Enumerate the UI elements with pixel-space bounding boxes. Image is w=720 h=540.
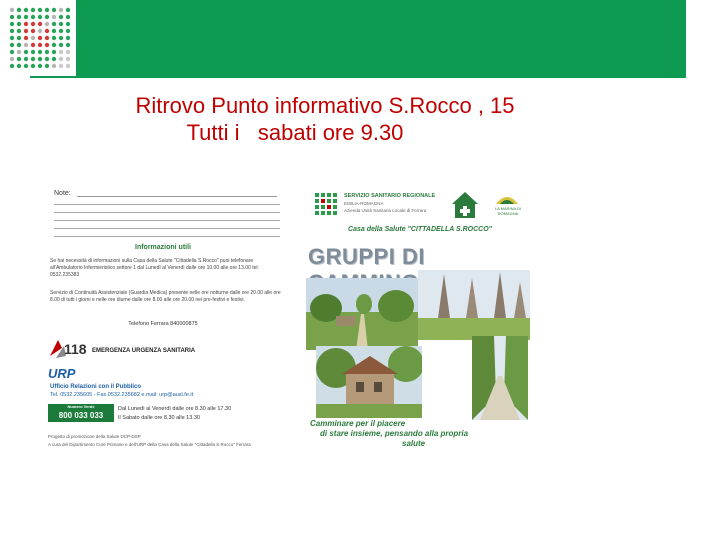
logo-dot [52,22,56,26]
logo-dot [59,15,63,19]
logo-dot [52,50,56,54]
logo-dot [52,64,56,68]
logo-dot [38,43,42,47]
logo-dot [10,8,14,12]
logo-dot [38,8,42,12]
walking-groups-poster [306,186,534,466]
info-paragraph-2: Servizio di Continuità Assistenziale (Guardia Medica) presente nelle ore notturne dalle ore 20.00 alle ore 8.00 di tutti i giorni e nelle ore diurne dalle ore 8.00 alle ore 20.00 nei pre-festivi e festivi. [50,290,281,303]
logo-dot [24,22,28,26]
logo-dot [52,8,56,12]
info-title: Informazioni utili [135,244,191,251]
logo-dot [10,29,14,33]
motto-line-2: di stare insieme, pensando alla propria [320,429,469,438]
logo-dot [10,64,14,68]
logo-dot [31,64,35,68]
logo-dot [38,64,42,68]
logo-dot [38,57,42,61]
logo-dot [17,64,21,68]
logo-dot [24,50,28,54]
green-number-caption: Numero Verde [67,404,95,409]
logo-dot [10,50,14,54]
note-rule [54,220,280,221]
logo-dot [10,57,14,61]
title-line-2: Tutti i sabati ore 9.30 [186,120,404,145]
logo-dot [52,57,56,61]
park-path-photo [306,278,418,350]
logo-dot [17,22,21,26]
logo-dot [38,36,42,40]
logo-dot [66,57,70,61]
green-number-badge [48,404,114,422]
leaflet-footer-2: A cura del Dipartimento Cure Primarie e dell'URP della Casa della Salute "Cittadella S.Rocco" Ferrara [48,442,251,447]
logo-dot [66,29,70,33]
motto-line-1: Camminare per il piacere [310,419,406,428]
phone-number: Telefono Ferrara 840000875 [128,321,198,327]
logo-dot [31,15,35,19]
logo-dot [59,43,63,47]
green-number: 800 033 033 [58,411,104,420]
logo-dot [59,64,63,68]
logo-dot [52,15,56,19]
avenue-photo [472,336,528,420]
logo-dot [17,36,21,40]
urp-label: Ufficio Relazioni con il Pubblico [50,384,142,390]
office-hours-saturday: Il Sabato dalle ore 8.30 alle 13.30 [118,415,200,421]
logo-dot [38,22,42,26]
logo-dot [31,29,35,33]
urp-contacts: Tel. 0532.235605 - Fax 0532.235682 e.mail: urp@ausl.fe.it [50,392,194,398]
logo-dot [52,43,56,47]
logo-dot [59,50,63,54]
logo-dot [59,8,63,12]
poster-subtitle: Casa della Salute "CITTADELLA S.ROCCO" [348,226,492,233]
logo-dot [66,8,70,12]
logo-dot [24,36,28,40]
regional-health-logo-icon [314,192,340,216]
logo-dot [38,29,42,33]
poster-motto [306,419,534,449]
logo-dot [31,8,35,12]
logo-dot [24,15,28,19]
logo-dot [24,8,28,12]
logo-dot [59,57,63,61]
logo-dot [31,50,35,54]
trees-photo [418,270,530,340]
logo-dot [45,36,49,40]
logo-dot [31,22,35,26]
note-rule [54,228,280,229]
logo-dot [10,36,14,40]
logo-dot [45,15,49,19]
header-divider [30,76,686,78]
logo-dot [52,29,56,33]
old-house-photo [316,346,422,418]
logo-dot [31,36,35,40]
logo-dot [17,29,21,33]
org-name: SERVIZIO SANITARIO REGIONALE [344,193,436,199]
logo-dot [10,15,14,19]
org-region: EMILIA-ROMAGNA [344,201,384,206]
info-paragraph-1: Se hai necessità di informazioni sulla Casa della Salute "Cittadella S.Rocco" puoi telefonare all'Ambulatorio Infermieristico settore 1 dal Lunedì al Venerdì dalle ore 10.00 alle ore 13.00 tel: 0532.235383 [50,258,259,278]
logo-dot [59,22,63,26]
motto-line-3: salute [402,439,426,448]
logo-dot [38,15,42,19]
org-agency: Azienda Unità Sanitaria Locale di Ferrara [344,208,427,213]
logo-dot [45,64,49,68]
logo-dot [45,50,49,54]
logo-dot [17,15,21,19]
logo-dot [17,43,21,47]
note-rule [54,204,280,205]
logo-dot [59,36,63,40]
note-rule [54,212,280,213]
slide-title [0,92,720,146]
poster-title: GRUPPI DI [308,244,425,269]
office-hours-weekday: Dal Lunedì al Venerdì dalle ore 8.30 alle 17.30 [118,406,232,412]
partner-logo-icon [492,190,522,206]
logo-dot [10,22,14,26]
urp-logo: URP [48,366,76,381]
partner-name: LA MARINA DI ROMAGNA [494,206,522,216]
emergency-number: 118 [64,341,87,357]
emergency-label: EMERGENZA URGENZA SANITARIA [92,348,196,354]
logo-dot [24,43,28,47]
note-line [77,196,277,197]
logo-dot [17,50,21,54]
logo-dot [66,36,70,40]
logo-dot [31,43,35,47]
note-label: Note: [54,190,71,197]
logo-dot [17,57,21,61]
info-leaflet [42,186,284,456]
logo-dot [24,29,28,33]
logo-dot [45,8,49,12]
logo-dot [59,29,63,33]
dot-grid-logo-icon [8,6,72,68]
logo-dot [10,43,14,47]
logo-dot [38,50,42,54]
logo-dot [31,57,35,61]
logo-dot [66,15,70,19]
title-line-1: Ritrovo Punto informativo S.Rocco , 15 [135,93,515,118]
logo-dot [66,50,70,54]
logo-dot [52,36,56,40]
logo-dot [66,43,70,47]
header-band [76,0,686,78]
logo-dot [45,57,49,61]
logo-dot [24,57,28,61]
leaflet-footer-1: Progetto di promozione della Salute DCP-DSP [48,434,141,439]
logo-dot [66,22,70,26]
logo-dot [45,29,49,33]
logo-dot [66,64,70,68]
logo-dot [17,8,21,12]
house-cross-icon [450,190,480,220]
logo-dot [45,43,49,47]
logo-dot [45,22,49,26]
logo-dot [24,64,28,68]
note-rule [54,236,280,237]
emergency-118-icon [48,336,92,360]
